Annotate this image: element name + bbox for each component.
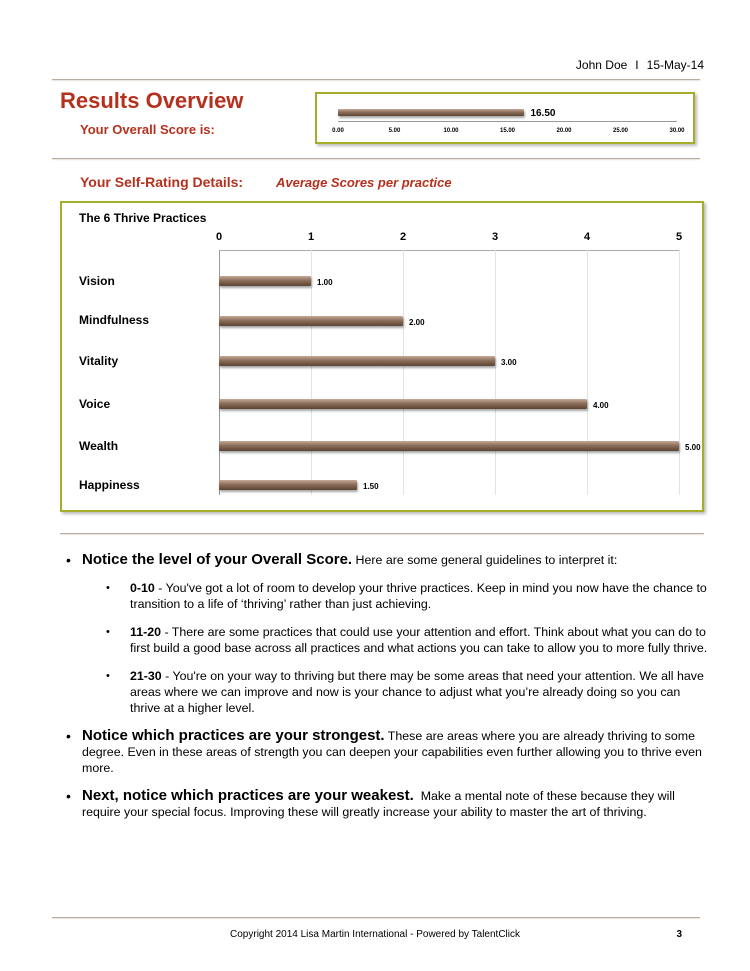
score-range-text: - There are some practices that could use your attention and effort. Think about what you can do to first build a good base across all practices and what actions you can take to allow you to more fully thrive. xyxy=(130,625,708,655)
overall-tick-label: 10.00 xyxy=(443,128,459,134)
list-item xyxy=(62,788,712,820)
bullet-text: Here are some general guidelines to interpret it: xyxy=(352,553,618,567)
gridline xyxy=(495,250,496,495)
x-tick-label: 1 xyxy=(307,231,315,243)
overall-tick-label: 5.00 xyxy=(388,128,401,134)
bar-voice xyxy=(219,399,587,409)
category-label-happiness: Happiness xyxy=(79,478,140,492)
overall-tick-label: 30.00 xyxy=(669,128,685,134)
bullet-text: Make a mental note of these because they will require your special focus. Improving these will greatly increase your ability to master the art of thriving. xyxy=(82,789,679,819)
value-label-vision: 1.00 xyxy=(317,278,333,287)
list-item xyxy=(62,728,712,776)
user-name: John Doe xyxy=(575,58,628,72)
score-range: 11-20 xyxy=(130,625,162,639)
guidance-list xyxy=(62,552,712,832)
value-label-wealth: 5.00 xyxy=(685,443,701,452)
score-range-text: - You've got a lot of room to develop your thrive practices. Keep in mind you now have the chance to transition to a life of ‘thriving’ rather than just achieving. xyxy=(130,581,707,611)
category-label-voice: Voice xyxy=(79,397,111,411)
bar-wealth xyxy=(219,441,679,451)
list-item xyxy=(130,624,712,656)
list-item xyxy=(130,580,712,612)
bullet-lead: Next, notice which practices are your weakest. xyxy=(82,787,414,804)
bar-vitality xyxy=(219,356,495,366)
bar-mindfulness xyxy=(219,316,403,326)
report-date: 15-May-14 xyxy=(646,58,704,72)
bullet-lead: Notice which practices are your strongest. xyxy=(82,727,385,744)
overall-score-label: Your Overall Score is: xyxy=(80,122,215,137)
bullet-text: These are areas where you are already thriving to some degree. Even in these areas of strength you can deepen your capabilities even further allowing you to thrive even more. xyxy=(82,729,702,775)
score-range-list xyxy=(82,580,712,716)
overall-tick-label: 25.00 xyxy=(612,128,629,134)
x-tick-label: 5 xyxy=(675,231,683,243)
list-item xyxy=(130,668,712,716)
x-axis-line xyxy=(219,250,680,251)
score-range-text: - You're on your way to thriving but there may be some areas that need your attention. We all have areas where we can improve and now is your chance to adjust what you’re already doing so you can thrive at a higher level. xyxy=(130,669,704,715)
x-tick-label: 4 xyxy=(583,231,591,243)
category-label-wealth: Wealth xyxy=(79,439,119,453)
gridline xyxy=(679,250,680,495)
gridline xyxy=(587,250,588,495)
footer-rule xyxy=(52,917,700,918)
x-tick-label: 0 xyxy=(215,231,223,243)
list-item xyxy=(62,552,712,716)
header-separator: I xyxy=(635,58,639,72)
overall-score-value-label: 16.50 xyxy=(530,108,556,119)
gridline xyxy=(311,250,312,495)
overall-tick-label: 0.00 xyxy=(332,128,344,134)
page-title: Results Overview xyxy=(60,88,244,113)
value-label-voice: 4.00 xyxy=(593,401,609,410)
bullet-lead: Notice the level of your Overall Score. xyxy=(82,551,353,568)
category-label-vision: Vision xyxy=(79,274,115,288)
bar-vision xyxy=(219,276,311,286)
chart-title: The 6 Thrive Practices xyxy=(79,211,207,225)
bar-happiness xyxy=(219,480,357,490)
value-label-vitality: 3.00 xyxy=(501,358,517,367)
page-number: 3 xyxy=(676,929,682,940)
chart-bottom-rule xyxy=(60,533,704,534)
y-axis-line xyxy=(219,250,220,495)
self-rating-sublabel: Average Scores per practice xyxy=(276,175,452,190)
score-range: 21-30 xyxy=(130,669,162,683)
gridline xyxy=(403,250,404,495)
category-label-vitality: Vitality xyxy=(79,354,119,368)
footer-copyright: Copyright 2014 Lisa Martin International - Powered by TalentClick xyxy=(230,929,520,940)
category-label-mindfulness: Mindfulness xyxy=(79,313,150,327)
overall-tick-label: 15.00 xyxy=(499,128,516,134)
value-label-mindfulness: 2.00 xyxy=(409,318,425,327)
overall-tick-label: 20.00 xyxy=(556,128,572,134)
x-tick-label: 2 xyxy=(399,231,407,243)
self-rating-label: Your Self-Rating Details: xyxy=(80,174,244,190)
value-label-happiness: 1.50 xyxy=(363,482,379,491)
score-range: 0-10 xyxy=(130,581,155,595)
x-tick-label: 3 xyxy=(491,231,499,243)
